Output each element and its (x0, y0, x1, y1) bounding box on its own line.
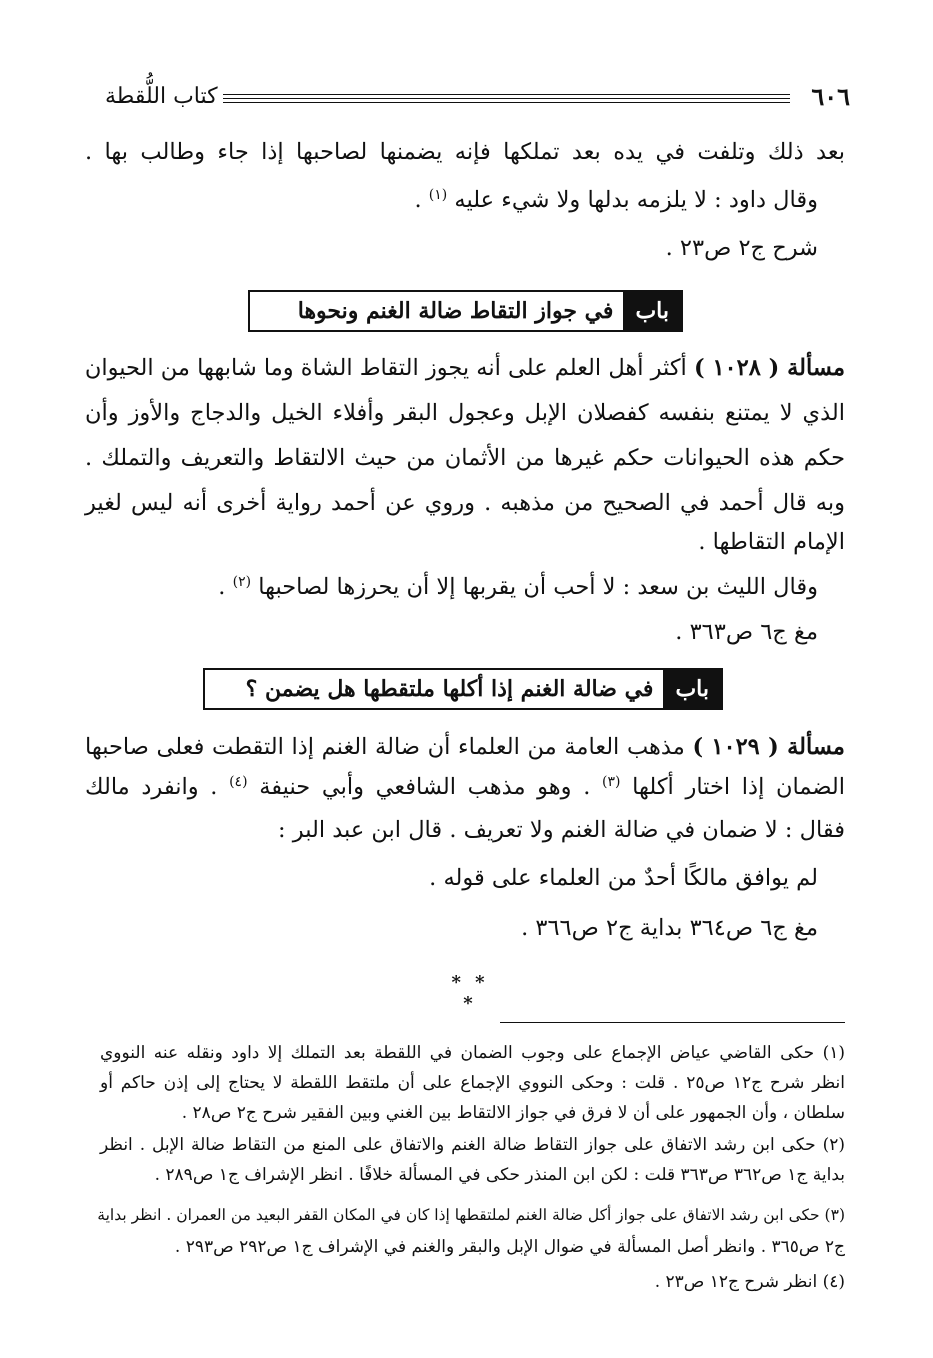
body-text: وقال داود : لا يلزمه بدلها ولا شيء عليه (454, 187, 818, 213)
footnote-line: ج٢ ص٣٦٥ . وانظر أصل المسألة في ضوال الإبل والبقر والغنم في الإشراف ج١ ص٢٩٢ ص٢٩٣ . (174, 1237, 845, 1257)
footnote-rule (500, 1022, 845, 1023)
footnote-line: بداية ج١ ص٣٦٢ ص٣٦٣ قلت : لكن ابن المنذر حكى في المسألة خلافًا . انظر الإشراف ج١ ص٢٨٩ . (154, 1165, 845, 1185)
body-line (414, 180, 818, 223)
body-text: أكثر أهل العلم على أنه يجوز التقاط الشاة وما شابهها من الحيوان (84, 355, 694, 381)
body-line: لم يوافق مالكًا أحدٌ من العلماء على قوله . (429, 865, 818, 891)
footnote-marker[interactable]: (١) (428, 187, 448, 203)
body-text: مذهب العامة من العلماء أن ضالة الغنم إذا التقطت فعلى صاحبها (85, 734, 693, 760)
footnote-line: سلطان ، وأن الجمهور على أن لا فرق في جواز الالتقاط بين الغني وبين الفقير شرح ج٢ ص٢٨ . (181, 1103, 845, 1123)
source-reference: مغ ج٦ ص٣٦٤ بداية ج٢ ص٣٦٦ . (521, 915, 818, 941)
page-header (105, 80, 850, 114)
footnote-line: (١) حكى القاضي عياض الإجماع على وجوب الضمان في اللقطة بعد التملك إلا داود ونقله عنه النووي (100, 1043, 845, 1063)
body-line: وبه قال أحمد في الصحيح من مذهبه . وروي عن أحمد رواية أخرى أنه ليس لغير (85, 490, 845, 516)
book-title: كتاب اللُّقطة (105, 84, 218, 109)
chapter-title: في ضالة الغنم إذا أكلها ملتقطها هل يضمن ؟ (245, 676, 654, 702)
body-line (85, 727, 845, 767)
chapter-heading (203, 668, 723, 710)
body-line (218, 567, 818, 610)
chapter-title: في جواز التقاط ضالة الغنم ونحوها (297, 298, 614, 324)
body-text: . وانفرد مالك (85, 774, 230, 800)
page-number: ٦٠٦ (811, 82, 850, 111)
body-line: الذي لا يمتنع بنفسه كفصلان الإبل وعجول البقر وأفلاء الخيل والدجاج والأوز وأن (85, 400, 845, 426)
body-line: بعد ذلك وتلفت في يده بعد تملكها فإنه يضمنها لصاحبها إذا جاء وطالب بها . (85, 139, 845, 165)
header-rule (223, 102, 790, 103)
footnote-line: (٤) انظر شرح ج١٢ ص٢٣ . (654, 1272, 845, 1292)
body-line (85, 348, 845, 388)
source-reference: شرح ج٢ ص٢٣ . (665, 235, 818, 261)
body-line: حكم هذه الحيوانات حكم غيرها من الأثمان من حيث الالتقاط والتعريف والتملك . (85, 445, 845, 471)
body-text: . (414, 187, 422, 213)
footnote-marker[interactable]: (٤) (229, 774, 248, 790)
footnote-line: (٢) حكى ابن رشد الاتفاق على جواز التقاط ضالة الغنم والاتفاق على المنع من التقاط ضالة الإبل . انظر (100, 1135, 845, 1155)
header-rule (223, 98, 790, 99)
footnote-line: انظر شرح ج١٢ ص٢٥ . قلت : وحكى النووي الإجماع على أن ملتقط اللقطة لا يحتاج إلى إذن حاكم أو (100, 1073, 845, 1093)
body-text: . وهو مذهب الشافعي وأبي حنيفة (247, 774, 603, 800)
issue-label: مسألة ( ١٠٢٨ ) (693, 355, 845, 381)
issue-label: مسألة ( ١٠٢٩ ) (692, 734, 845, 760)
chapter-heading (248, 290, 683, 332)
body-line: الإمام التقاطها . (698, 529, 845, 555)
chapter-label: باب (623, 292, 681, 330)
body-text: الضمان إذا اختار أكلها (620, 774, 845, 800)
body-line (85, 767, 845, 810)
footnote-marker[interactable]: (٣) (602, 774, 621, 790)
body-text: . (218, 574, 226, 600)
header-rule (223, 94, 790, 95)
body-text: وقال الليث بن سعد : لا أحب أن يقربها إلا أن يحرزها لصاحبها (258, 574, 818, 600)
section-separator: * * * (451, 972, 489, 1014)
footnote-line: (٣) حكى ابن رشد الاتفاق على جواز أكل ضالة الغنم لملتقطها إذا كان في المكان القفر البعيد من العمران . انظر بداية (97, 1206, 845, 1224)
body-line: فقال : لا ضمان في ضالة الغنم ولا تعريف . قال ابن عبد البر : (278, 817, 845, 843)
footnote-marker[interactable]: (٢) (232, 574, 252, 590)
chapter-label: باب (663, 670, 721, 708)
source-reference: مغ ج٦ ص٣٦٣ . (675, 619, 818, 645)
